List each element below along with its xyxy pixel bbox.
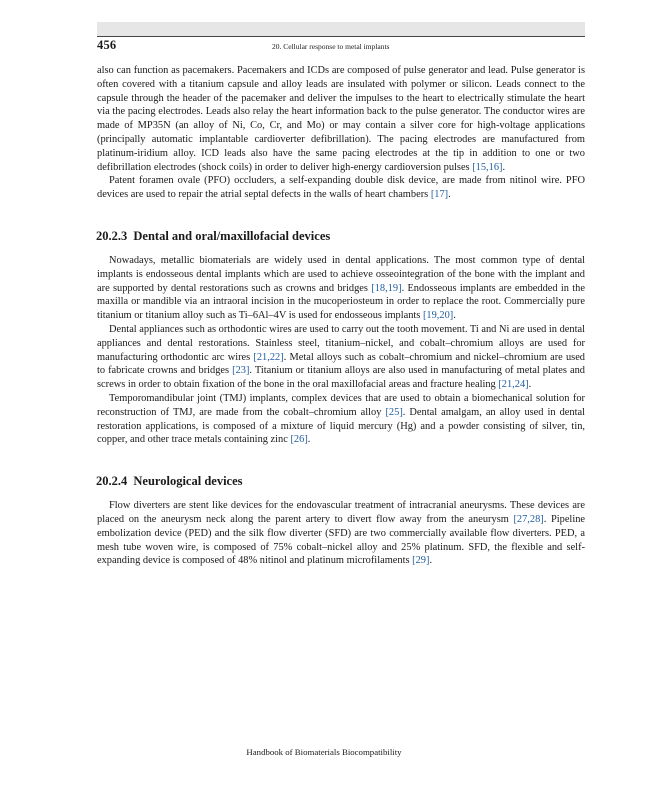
paragraph xyxy=(97,499,585,568)
citation-link[interactable]: [26] xyxy=(290,434,308,446)
paragraph xyxy=(97,174,585,202)
paragraph-text: . xyxy=(307,434,311,446)
citation-link[interactable]: [17] xyxy=(430,189,449,201)
paragraph-text: . Endosseous implants are embedded in the maxilla or mandible via an intraoral incision in the mucoperiosteum in order to replace the root. Commercially pure titanium or titanium alloy such as Ti–6Al–4V is used for endosseous implants xyxy=(97,282,585,322)
paragraph xyxy=(97,64,585,174)
paragraph-text: . xyxy=(502,161,506,173)
section-title: Dental and oral/maxillofacial devices xyxy=(133,228,331,243)
header-band xyxy=(97,22,585,36)
section-number: 20.2.3 xyxy=(96,228,128,243)
paragraph-text: . xyxy=(448,189,451,201)
page-number: 456 xyxy=(97,38,117,52)
paragraph-text: . xyxy=(453,310,456,322)
paragraph-text: Temporomandibular joint (TMJ) implants, complex devices that are used to obtain a biomechanical solution for reconstruction of TMJ, are made from the cobalt–chromium alloy xyxy=(97,392,585,418)
running-title: 20. Cellular response to metal implants xyxy=(272,42,390,51)
header-rule xyxy=(97,36,585,37)
citation-link[interactable]: [23] xyxy=(232,365,250,377)
citation-link[interactable]: [18,19] xyxy=(371,282,402,294)
citation-link[interactable]: [29] xyxy=(412,555,430,567)
paragraph-text: Nowadays, metallic biomaterials are widely used in dental applications. The most common type of dental implants is endosseous dental implants which are used to achieve osseointegration of the bone with the implant and are supported by dental restorations such as crowns and bridges xyxy=(97,254,585,294)
paragraph xyxy=(97,254,585,323)
section-number: 20.2.4 xyxy=(96,474,128,489)
paragraph-text: Patent foramen ovale (PFO) occluders, a self-expanding double disk device, are made from nitinol wire. PFO devices are used to repair the atrial septal defects in the walls of heart chambers xyxy=(97,175,585,201)
citation-link[interactable]: [21,24] xyxy=(498,379,529,391)
paragraph xyxy=(97,323,585,392)
body-text xyxy=(97,64,585,568)
citation-link[interactable]: [27,28] xyxy=(513,513,544,525)
citation-link[interactable]: [21,22] xyxy=(253,351,284,363)
paragraph-text: . xyxy=(429,555,433,567)
section-heading xyxy=(96,473,584,489)
paragraph-text: Flow diverters are stent like devices for the endovascular treatment of intracranial aneurysms. These devices are placed on the aneurysm neck along the parent artery to divert flow away from the aneurysm xyxy=(97,500,585,525)
paragraph-text: . Pipeline embolization device (PED) and the silk flow diverter (SFD) are two commercially available flow diverters. PED, a mesh tube woven wire, is composed of 75% cobalt–nickel alloy and 25% platinum. SFD, the flexible and self-expanding device is composed of 48% nitinol and platinum microfilaments xyxy=(97,513,586,567)
citation-link[interactable]: [19,20] xyxy=(422,310,454,322)
section-heading xyxy=(96,228,584,244)
paragraph xyxy=(97,392,585,447)
paragraph-text: . Metal alloys such as cobalt–chromium and nickel–chromium are used to fabricate crowns and bridges xyxy=(97,351,585,377)
section-title: Neurological devices xyxy=(133,474,243,489)
paragraph-text: . xyxy=(528,379,532,391)
citation-link[interactable]: [25] xyxy=(385,406,403,418)
paragraph-text: also can function as pacemakers. Pacemakers and ICDs are composed of pulse generator and lead. Pulse generator is often covered with a titanium capsule and alloy leads are insulated with polymer or silicon. Leads connect to the capsule through the header of the pacemaker and deliver the impulses to the heart to electrically stimulate the heart via the pacing electrodes. Leads also relay the heart information back to the pulse generator. The conductor wires are made of MP35N (an alloy of Ni, Co, Cr, and Mo) or may contain a silver core for high-voltage applications (principally automatic implantable cardioverter defibrillation). The pacing electrodes are manufactured from platinum-iridium alloy. ICD leads also have the same pacing electrodes at the tip in addition to one or two defibrillation electrodes (shock coils) in order to deliver high-energy cardioversion pulses xyxy=(97,65,585,173)
paragraph-text: . Titanium or titanium alloys are also used in manufacturing of metal plates and screws in order to obtain fixation of the bone in the oral maxillofacial areas and fracture healing xyxy=(97,365,585,391)
paragraph-text: Dental appliances such as orthodontic wires are used to carry out the tooth movement. Ti and Ni are used in dental appliances and dental restorations. Stainless steel, titanium–nickel, and cobalt–chromium alloys are used for manufacturing orthodontic arc wires xyxy=(97,323,585,363)
footer-book-title: Handbook of Biomaterials Biocompatibility xyxy=(246,747,402,757)
paragraph-text: . Dental amalgam, an alloy used in dental restoration applications, is composed of a mixture of liquid mercury (Hg) and a powder consisting of silver, tin, copper, and other trace metals containing zinc xyxy=(97,406,585,446)
citation-link[interactable]: [15,16] xyxy=(472,161,503,173)
